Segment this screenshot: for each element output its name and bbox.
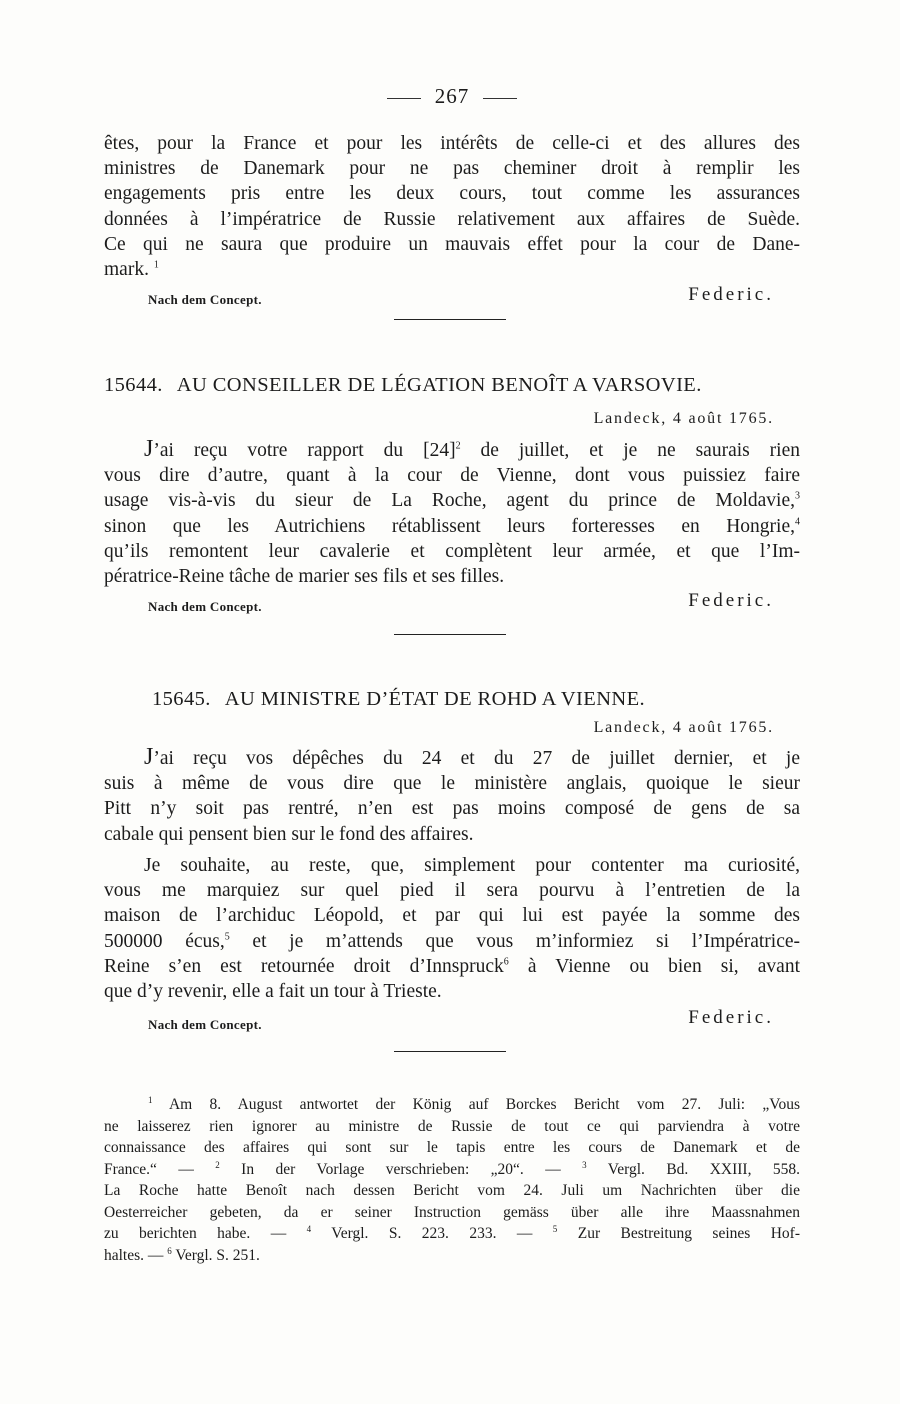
- text-segment: Zur Bestreitung seines Hof-: [557, 1225, 800, 1242]
- text-line: que d’y revenir, elle a fait un tour à Trieste.: [104, 981, 442, 1003]
- text-line: qu’ils remontent leur cavalerie et complètent leur armée, et que l’Im-: [104, 540, 800, 562]
- footnote-line: [104, 1094, 800, 1116]
- text-line: vous dire d’autre, quant à la cour de Vienne, dont vous puissiez faire: [104, 465, 800, 487]
- text-line: [104, 745, 800, 771]
- header-rule-left: [387, 98, 421, 99]
- text-line: pératrice-Reine tâche de marier ses fils et ses filles.: [104, 566, 505, 588]
- signature: Federic.: [688, 590, 774, 611]
- dateline: Landeck, 4 août 1765.: [593, 410, 774, 427]
- page-number: 267: [434, 84, 470, 108]
- text-line: êtes, pour la France et pour les intérêts de celle-ci et des allures des: [104, 133, 800, 154]
- text-line: Ce qui ne saura que produire un mauvais effet pour la cour de Dane-: [104, 233, 800, 255]
- text-segment: Reine s’en est retournée droit d’Innspruck: [104, 955, 504, 977]
- text-segment: à Vienne ou bien si, avant: [508, 955, 800, 977]
- text-segment: Am 8. August antwortet der König auf Borckes Bericht vom 27. Juli: „Vous: [152, 1096, 800, 1113]
- footnote-ref: 4: [795, 516, 800, 528]
- signature: Federic.: [688, 284, 774, 305]
- text-segment: Vergl. Bd. XXIII, 558.: [586, 1160, 800, 1178]
- footnote-ref: 3: [795, 490, 800, 502]
- text-line: suis à même de vous dire que le ministère anglais, quoique le sieur: [104, 773, 800, 795]
- letter-heading: [104, 374, 800, 397]
- section-divider: [394, 1051, 506, 1052]
- letter-number: 15645.: [152, 688, 211, 710]
- footnote-line: [104, 1223, 800, 1245]
- footnote-line: La Roche hatte Benoît nach dessen Bericht vom 24. Juli um Nachrichten über die: [104, 1182, 800, 1199]
- text-segment: Vergl. S. 251.: [171, 1246, 260, 1264]
- text-segment: de juillet, et je ne saurais rien: [460, 440, 801, 461]
- dateline: Landeck, 4 août 1765.: [593, 719, 774, 736]
- letter-body: [104, 437, 800, 589]
- header-rule-right: [483, 98, 517, 99]
- source-note: Nach dem Concept.: [148, 1017, 262, 1032]
- drop-cap: J: [144, 436, 154, 462]
- footnote-ref: 5: [224, 931, 230, 943]
- footnote-mark: 2: [215, 1159, 220, 1170]
- text-line: Pitt n’y soit pas rentré, n’en est pas moins composé de gens de sa: [104, 798, 800, 820]
- footnote-ref: 2: [455, 440, 461, 452]
- text-segment: France.“ —: [104, 1160, 216, 1178]
- footnote-line: [104, 1245, 800, 1267]
- footnote-mark: 3: [582, 1159, 587, 1170]
- text-line: [104, 488, 800, 513]
- text-line: [104, 954, 800, 979]
- text-line: données à l’impératrice de Russie relativement aux affaires de Suède.: [104, 208, 800, 230]
- text-segment: ’ai reçu votre rapport du [24]: [153, 440, 456, 461]
- text-segment: usage vis-à-vis du sieur de La Roche, agent du prince de Moldavie,: [104, 490, 795, 512]
- letter-heading: [152, 688, 848, 711]
- text-line: [104, 929, 800, 954]
- source-note: Nach dem Concept.: [148, 292, 262, 307]
- letter-title: AU CONSEILLER DE LÉGATION BENOÎT A VARSOVIE.: [176, 374, 702, 396]
- text-line: cabale qui pensent bien sur le fond des affaires.: [104, 823, 474, 845]
- text-line: maison de l’archiduc Léopold, et par qui lui est payée la somme des: [104, 905, 800, 927]
- text-line: Je souhaite, au reste, que, simplement pour contenter ma curiosité,: [144, 855, 800, 876]
- prev-letter-text: [104, 131, 800, 282]
- letter-title: AU MINISTRE D’ÉTAT DE ROHD A VIENNE.: [224, 688, 646, 710]
- signature: Federic.: [688, 1007, 774, 1028]
- letter-number: 15644.: [104, 374, 163, 396]
- footnote-mark: 5: [552, 1223, 558, 1234]
- footnote-mark: 4: [306, 1223, 312, 1234]
- page-header: [104, 84, 800, 109]
- drop-cap: J: [144, 744, 154, 770]
- text-segment: In der Vorlage verschrieben: „20“. —: [219, 1160, 583, 1178]
- text-segment: Vergl. S. 223. 233. —: [311, 1225, 553, 1242]
- footnote-line: [104, 1159, 800, 1181]
- footnote-mark: 1: [148, 1094, 153, 1105]
- text-line: [104, 437, 800, 463]
- text-line: vous me marquiez sur quel pied il sera pourvu à l’entretien de la: [104, 880, 800, 902]
- text-line: engagements pris entre les deux cours, tout comme les assurances: [104, 183, 800, 205]
- footnote-line: connaissance des affaires qui sont sur le tapis entre les cours de Danemark et de: [104, 1139, 800, 1156]
- text-segment: et je m’attends que vous m’informiez si l’Impératrice-: [229, 930, 800, 952]
- text-segment: zu berichten habe. —: [104, 1225, 307, 1242]
- section-divider: [394, 319, 506, 320]
- text-segment: haltes. —: [104, 1246, 168, 1264]
- letter-body: [104, 853, 800, 1004]
- source-note: Nach dem Concept.: [148, 599, 262, 614]
- text-segment: sinon que les Autrichiens rétablissent leurs forteresses en Hongrie,: [104, 515, 795, 537]
- footnote-mark: 6: [167, 1245, 172, 1256]
- footnote-line: Oesterreicher gebeten, da er seiner Instruction gemäss über alle ihre Maassnahmen: [104, 1203, 800, 1221]
- footnote-ref: 6: [503, 956, 509, 968]
- text-line: ministres de Danemark pour ne pas cheminer droit à remplir les: [104, 158, 800, 180]
- footnote-ref: 1: [153, 259, 159, 271]
- footnotes: [104, 1094, 800, 1266]
- text-segment: mark.: [104, 259, 149, 281]
- text-segment: 500000 écus,: [104, 930, 225, 952]
- letter-body: [104, 745, 800, 847]
- section-divider: [394, 634, 506, 635]
- text-segment: ’ai reçu vos dépêches du 24 et du 27 de juillet dernier, et je: [153, 748, 800, 769]
- text-line: [104, 257, 800, 282]
- text-line: [104, 514, 800, 539]
- footnote-line: ne laisserez rien ignorer au ministre de Russie de tout ce qui parviendra à votre: [104, 1117, 800, 1135]
